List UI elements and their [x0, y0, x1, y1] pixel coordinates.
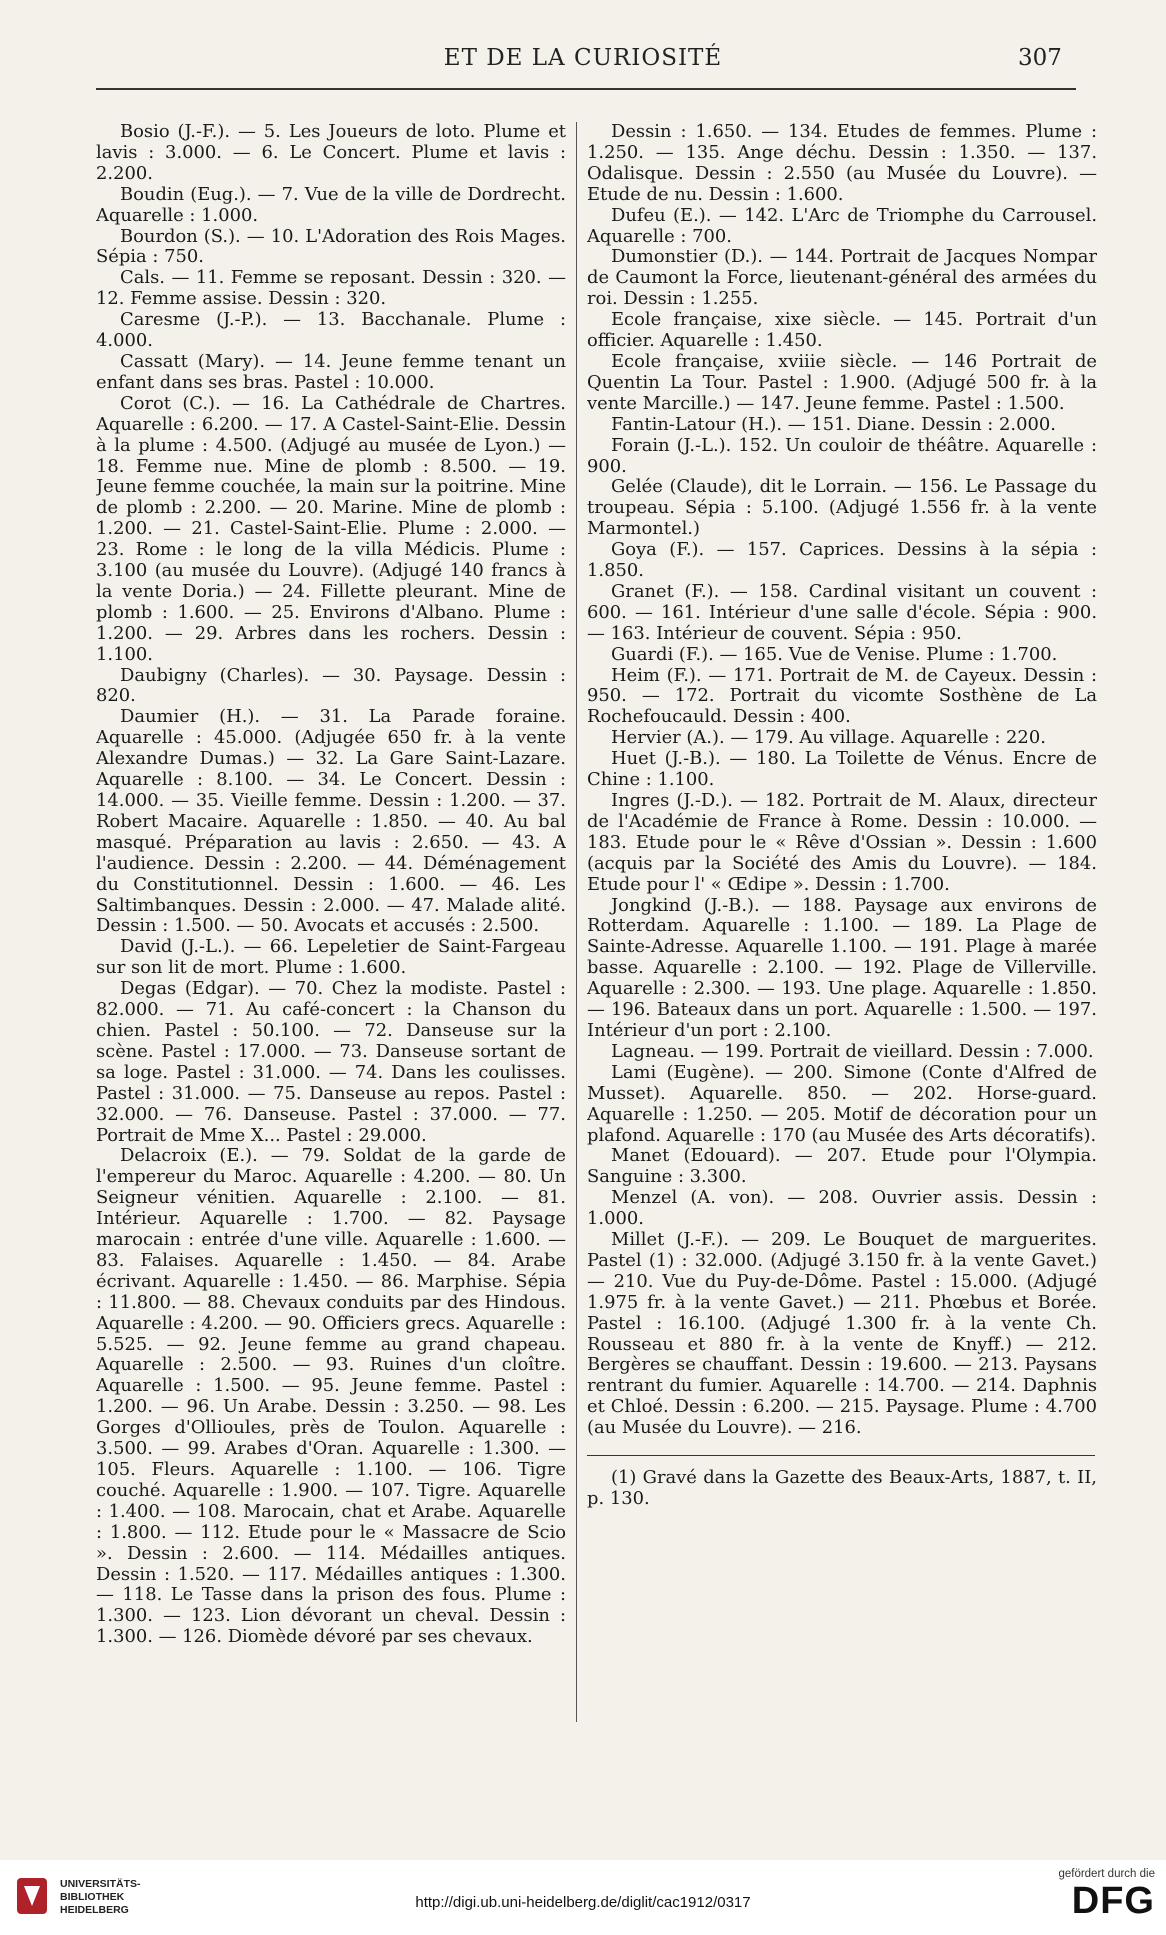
logo-line-2: BIBLIOTHEK [60, 1891, 125, 1903]
entry-jongkind: Jongkind (J.-B.). — 188. Paysage aux environs de Rotterdam. Aquarelle : 1.100. — 189. La Plage de Sainte-Adresse. Aquarelle 1.100. — 191. Plage à marée basse. Aquarelle : 2.100. — 192. Plage de Villerville. Aquarelle : 2.300. — 193. Une plage. Aquarelle : 1.850. — 196. Bateaux dans un port. Aquarelle : 1.500. — 197. Intérieur d'un port : 2.100. [587, 894, 1097, 1041]
running-title: ET DE LA CURIOSITÉ [443, 45, 723, 71]
header-rule [96, 88, 1076, 90]
entry-delacroix: Delacroix (E.). — 79. Soldat de la garde de l'empereur du Maroc. Aquarelle : 4.200. — 80. Un Seigneur vénitien. Aquarelle : 2.100. — 81. Intérieur. Aquarelle : 1.700. — 82. Paysage marocain : entrée d'une ville. Aquarelle : 1.600. — 83. Falaises. Aquarelle : 1.450. — 84. Arabe écrivant. Aquarelle : 1.450. — 86. Marphise. Sépia : 11.800. — 88. Chevaux conduits par des Hindous. Aquarelle : 4.200. — 90. Officiers grecs. Aquarelle : 5.525. — 92. Jeune femme au grand chapeau. Aquarelle : 2.500. — 93. Ruines d'un cloître. Aquarelle : 1.500. — 95. Jeune femme. Pastel : 1.200. — 96. Un Arabe. Dessin : 3.250. — 98. Les Gorges d'Ollioules, près de Toulon. Aquarelle : 3.500. — 99. Arabes d'Oran. Aquarelle : 1.300. — 105. Fleurs. Aquarelle : 1.100. — 106. Tigre couché. Aquarelle : 1.900. — 107. Tigre. Aquarelle : 1.400. — 108. Marocain, chat et Arabe. Aquarelle : 1.800. — 112. Etude pour le « Massacre de Scio ». Dessin : 2.600. — 114. Médailles antiques. Dessin : 1.520. — 117. Médailles antiques : 1.300. — 118. Le Tasse dans la prison des fous. Plume : 1.300. — 123. Lion dévorant un cheval. Dessin : 1.300. — 126. Diomède dévoré par ses chevaux. [96, 1145, 566, 1648]
entry-ecole-xix: Ecole française, xixe siècle. — 145. Portrait d'un officier. Aquarelle : 1.450. [587, 309, 1097, 352]
page-number: 307 [1018, 45, 1062, 71]
entry-ingres: Ingres (J.-D.). — 182. Portrait de M. Alaux, directeur de l'Académie de France à Rome. Dessin : 10.000. — 183. Etude pour le « Rêve d'Ossian ». Dessin : 1.600 (acquis par la Société des Amis du Louvre). — 184. Etude pour l' « Œdipe ». Dessin : 1.700. [587, 790, 1097, 895]
left-column [96, 122, 566, 1842]
entry-corot: Corot (C.). — 16. La Cathédrale de Chartres. Aquarelle : 6.200. — 17. A Castel-Saint-Elie. Dessin à la plume : 4.500. (Adjugé au musée de Lyon.) — 18. Femme nue. Mine de plomb : 8.500. — 19. Jeune femme couchée, la main sur la poitrine. Mine de plomb : 2.200. — 20. Marine. Mine de plomb : 1.200. — 21. Castel-Saint-Elie. Plume : 2.000. — 23. Rome : le long de la villa Médicis. Plume : 3.100 (au musée du Louvre). (Adjugé 140 francs à la vente Doria.) — 24. Fillette pleurant. Mine de plomb : 1.600. — 25. Environs d'Albano. Plume : 1.200. — 29. Arbres dans les rochers. Dessin : 1.100. [96, 392, 566, 665]
entry-fantin-latour: Fantin-Latour (H.). — 151. Diane. Dessin : 2.000. [611, 413, 1056, 435]
entry-forain: Forain (J.-L.). 152. Un couloir de théâtre. Aquarelle : 900. [587, 434, 1097, 477]
entry-ecole-xviii: Ecole française, xviiie siècle. — 146 Portrait de Quentin La Tour. Pastel : 1.900. (Adjugé 500 fr. à la vente Marcille.) — 147. Jeune femme. Pastel : 1.500. [587, 350, 1097, 414]
entry-degas: Degas (Edgar). — 70. Chez la modiste. Pastel : 82.000. — 71. Au café-concert : la Chanson du chien. Pastel : 50.100. — 72. Danseuse sur la scène. Pastel : 17.000. — 73. Danseuse sortant de sa loge. Pastel : 31.000. — 74. Dans les coulisses. Pastel : 31.000. — 75. Danseuse au repos. Pastel : 32.000. — 76. Danseuse. Pastel : 37.000. — 77. Portrait de Mme X... Pastel : 29.000. [96, 978, 566, 1146]
entry-daubigny: Daubigny (Charles). — 30. Paysage. Dessin : 820. [96, 664, 566, 707]
viewer-footer [0, 1860, 1166, 1935]
page-header [0, 45, 1166, 85]
entry-hervier: Hervier (A.). — 179. Au village. Aquarelle : 220. [611, 727, 1046, 749]
dfg-logo: DFG [1071, 1880, 1155, 1922]
entry-delacroix-cont: Dessin : 1.650. — 134. Etudes de femmes. Plume : 1.250. — 135. Ange déchu. Dessin : 1.350. — 137. Odalisque. Dessin : 2.550 (au Musée du Louvre). — Etude de nu. Dessin : 1.600. [587, 122, 1097, 205]
entry-heim: Heim (F.). — 171. Portrait de M. de Cayeux. Dessin : 950. — 172. Portrait du vicomte Sosthène de La Rochefoucauld. Dessin : 400. [587, 664, 1097, 728]
entry-millet: Millet (J.-F.). — 209. Le Bouquet de marguerites. Pastel (1) : 32.000. (Adjugé 3.150 fr. à la vente Gavet.) — 210. Vue du Puy-de-Dôme. Pastel : 15.000. (Adjugé 1.975 fr. à la vente Gavet.) — 211. Phœbus et Borée. Pastel : 16.100. (Adjugé 1.300 fr. à la vente Ch. Rousseau et 880 fr. à la vente de Knyff.) — 212. Bergères se chauffant. Dessin : 19.600. — 213. Paysans rentrant du fumier. Aquarelle : 14.700. — 214. Daphnis et Chloé. Dessin : 6.200. — 215. Paysage. Plume : 4.700 (au Musée du Louvre). — 216. [587, 1229, 1097, 1439]
entry-lami: Lami (Eugène). — 200. Simone (Conte d'Alfred de Musset). Aquarelle. 850. — 202. Horse-guard. Aquarelle : 1.250. — 205. Motif de décoration pour un plafond. Aquarelle : 170 (au Musée des Arts décoratifs). [587, 1061, 1097, 1146]
entry-guardi: Guardi (F.). — 165. Vue de Venise. Plume : 1.700. [611, 643, 1058, 665]
logo-line-3: HEIDELBERG [60, 1904, 129, 1916]
entry-dumonstier: Dumonstier (D.). — 144. Portrait de Jacques Nompar de Caumont la Force, lieutenant-général des armées du roi. Dessin : 1.255. [587, 246, 1097, 310]
entry-boudin: Boudin (Eug.). — 7. Vue de la ville de Dordrecht. Aquarelle : 1.000. [96, 183, 566, 226]
entry-bosio: Bosio (J.-F.). — 5. Les Joueurs de loto. Plume et lavis : 3.000. — 6. Le Concert. Plume et lavis : 2.200. [96, 122, 566, 184]
funder-block[interactable] [1030, 1868, 1155, 1922]
entry-menzel: Menzel (A. von). — 208. Ouvrier assis. Dessin : 1.000. [587, 1187, 1097, 1230]
footnote: (1) Gravé dans la Gazette des Beaux-Arts, 1887, t. II, p. 130. [587, 1467, 1097, 1509]
funder-label: gefördert durch die [1058, 1868, 1155, 1880]
footnote-rule [587, 1455, 1095, 1456]
entry-bourdon: Bourdon (S.). — 10. L'Adoration des Rois Mages. Sépia : 750. [96, 225, 566, 268]
entry-caresme: Caresme (J.-P.). — 13. Bacchanale. Plume : 4.000. [96, 309, 566, 352]
entry-gelee: Gelée (Claude), dit le Lorrain. — 156. Le Passage du troupeau. Sépia : 5.100. (Adjugé 1.556 fr. à la vente Marmontel.) [587, 476, 1097, 540]
entry-dufeu: Dufeu (E.). — 142. L'Arc de Triomphe du Carrousel. Aquarelle : 700. [587, 204, 1097, 247]
entry-daumier: Daumier (H.). — 31. La Parade foraine. Aquarelle : 45.000. (Adjugée 650 fr. à la vente Alexandre Dumas.) — 32. La Gare Saint-Lazare. Aquarelle : 8.100. — 34. Le Concert. Dessin : 14.000. — 35. Vieille femme. Dessin : 1.200. — 37. Robert Macaire. Aquarelle : 1.850. — 40. Au bal masqué. Préparation au lavis : 2.650. — 43. A l'audience. Dessin : 2.200. — 44. Déménagement du Constitutionnel. Dessin : 1.600. — 46. Les Saltimbanques. Dessin : 2.000. — 47. Malade alité. Dessin : 1.500. — 50. Avocats et accusés : 2.500. [96, 706, 566, 937]
permalink-url[interactable]: http://digi.ub.uni-heidelberg.de/diglit/cac1912/0317 [415, 1894, 751, 1911]
column-divider [576, 122, 577, 1722]
logo-line-1: UNIVERSITÄTS- [60, 1878, 141, 1890]
entry-manet: Manet (Edouard). — 207. Etude pour l'Olympia. Sanguine : 3.300. [587, 1145, 1097, 1188]
right-column [587, 122, 1097, 1842]
entry-huet: Huet (J.-B.). — 180. La Toilette de Vénus. Encre de Chine : 1.100. [587, 748, 1097, 791]
entry-cassatt: Cassatt (Mary). — 14. Jeune femme tenant un enfant dans ses bras. Pastel : 10.000. [96, 350, 566, 393]
entry-cals: Cals. — 11. Femme se reposant. Dessin : 320. — 12. Femme assise. Dessin : 320. [96, 267, 566, 310]
entry-lagneau: Lagneau. — 199. Portrait de vieillard. Dessin : 7.000. [611, 1040, 1094, 1062]
entry-granet: Granet (F.). — 158. Cardinal visitant un couvent : 600. — 161. Intérieur d'une salle d'école. Sépia : 900. — 163. Intérieur de couvent. Sépia : 950. [587, 580, 1097, 644]
entry-david: David (J.-L.). — 66. Lepeletier de Saint-Fargeau sur son lit de mort. Plume : 1.600. [96, 936, 566, 979]
entry-goya: Goya (F.). — 157. Caprices. Dessins à la sépia : 1.850. [587, 539, 1097, 582]
